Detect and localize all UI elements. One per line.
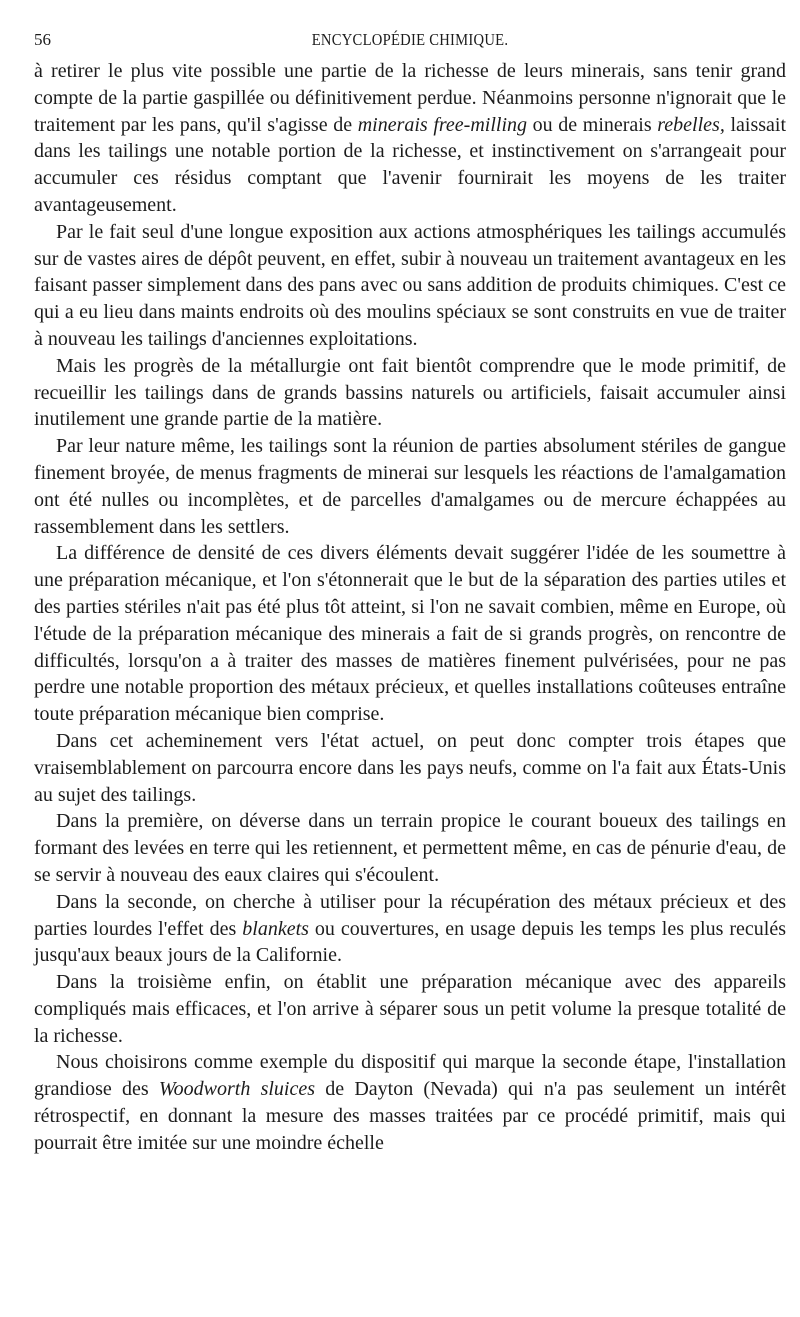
paragraph	[34, 1049, 786, 1156]
italic-term: blankets	[242, 917, 309, 940]
paragraph	[34, 969, 786, 1049]
text-run: La différence de densité de ces divers éléments devait suggérer l'idée de les soumettre à une préparation mécanique, et l'on s'étonnerait que le but de la séparation des parties utiles et des parties stériles n'ait pas été plus tôt atteint, si l'on ne savait combien, même en Europe, où l'étude de la préparation mécanique des minerais a fait de si grands progrès, on rencontre de difficultés, lorsqu'on a à traiter des masses de matières finement pulvérisées, pour ne pas perdre une notable proportion des métaux précieux, et quelles installations coûteuses entraîne toute préparation mécanique bien comprise.	[34, 542, 786, 726]
paragraph	[34, 58, 786, 219]
italic-term: Woodworth sluices	[158, 1078, 316, 1101]
paragraph	[34, 219, 786, 353]
body-text	[34, 58, 786, 1157]
text-run: ou couvertures, en usage depuis les temps les plus reculés jusqu'aux beaux jours de la Californie.	[34, 917, 786, 967]
paragraph	[34, 353, 786, 433]
italic-term: minerais free-milling	[357, 113, 528, 136]
italic-term: rebelles,	[657, 113, 725, 136]
text-run: de Dayton (Nevada) qui n'a pas seulement un intérêt rétrospectif, en donnant la mesure des masses traitées par ce procédé primitif, mais qui pourrait être imitée sur une moindre échelle	[34, 1078, 786, 1154]
document-page	[34, 26, 786, 1157]
text-run: Par le fait seul d'une longue exposition aux actions atmosphériques les tailings accumulés sur de vastes aires de dépôt peuvent, en effet, subir à nouveau un traitement avantageux en les faisant passer simplement dans des pans avec ou sans addition de produits chimiques. C'est ce qui a eu lieu dans maints endroits où des moulins spéciaux se sont construits en vue de traiter à nouveau les tailings d'anciennes exploitations.	[34, 220, 786, 350]
paragraph	[34, 889, 786, 969]
running-title: ENCYCLOPÉDIE CHIMIQUE.	[311, 30, 509, 49]
text-run: Nous choisirons comme exemple du dispositif qui marque la seconde étape, l'installation grandiose des	[34, 1051, 786, 1101]
page-number: 56	[34, 30, 51, 49]
running-header	[34, 26, 786, 52]
text-run: à retirer le plus vite possible une partie de la richesse de leurs minerais, sans tenir grand compte de la partie gaspillée ou définitivement perdue. Néanmoins personne n'ignorait que le traitement par les pans, qu'il s'agisse de	[34, 60, 786, 136]
text-run: Dans cet acheminement vers l'état actuel, on peut donc compter trois étapes que vraisemblablement on parcourra encore dans les pays neufs, comme on l'a fait aux États-Unis au sujet des tailings.	[34, 729, 786, 806]
text-run: Dans la seconde, on cherche à utiliser pour la récupération des métaux précieux et des parties lourdes l'effet des	[34, 890, 786, 940]
paragraph	[34, 728, 786, 808]
text-run: Par leur nature même, les tailings sont la réunion de parties absolument stériles de gangue finement broyée, de menus fragments de minerai sur lesquels les réactions de l'amalgamation ont été nulles ou incomplètes, et de parcelles d'amalgames ou de mercure échappées au rassemblement dans les settlers.	[34, 435, 786, 538]
text-run: laissait dans les tailings une notable portion de la richesse, et instinctivement on s'arrangeait pour accumuler ces résidus comptant que l'avenir fournirait les moyens de les traiter avantageusement.	[34, 113, 786, 216]
paragraph	[34, 540, 786, 728]
text-run: Mais les progrès de la métallurgie ont fait bientôt comprendre que le mode primitif, de recueillir les tailings dans de grands bassins naturels ou artificiels, faisait accumuler ainsi inutilement une grande partie de la matière.	[34, 354, 786, 431]
text-run: ou de minerais	[527, 113, 658, 136]
paragraph	[34, 433, 786, 540]
paragraph	[34, 808, 786, 888]
text-run: Dans la première, on déverse dans un terrain propice le courant boueux des tailings en formant des levées en terre qui les retiennent, et permettent même, en cas de pénurie d'eau, de se servir à nouveau des eaux claires qui s'écoulent.	[34, 810, 786, 886]
text-run: Dans la troisième enfin, on établit une préparation mécanique avec des appareils compliqués mais efficaces, et l'on arrive à séparer sous un petit volume la presque totalité de la richesse.	[34, 971, 786, 1047]
